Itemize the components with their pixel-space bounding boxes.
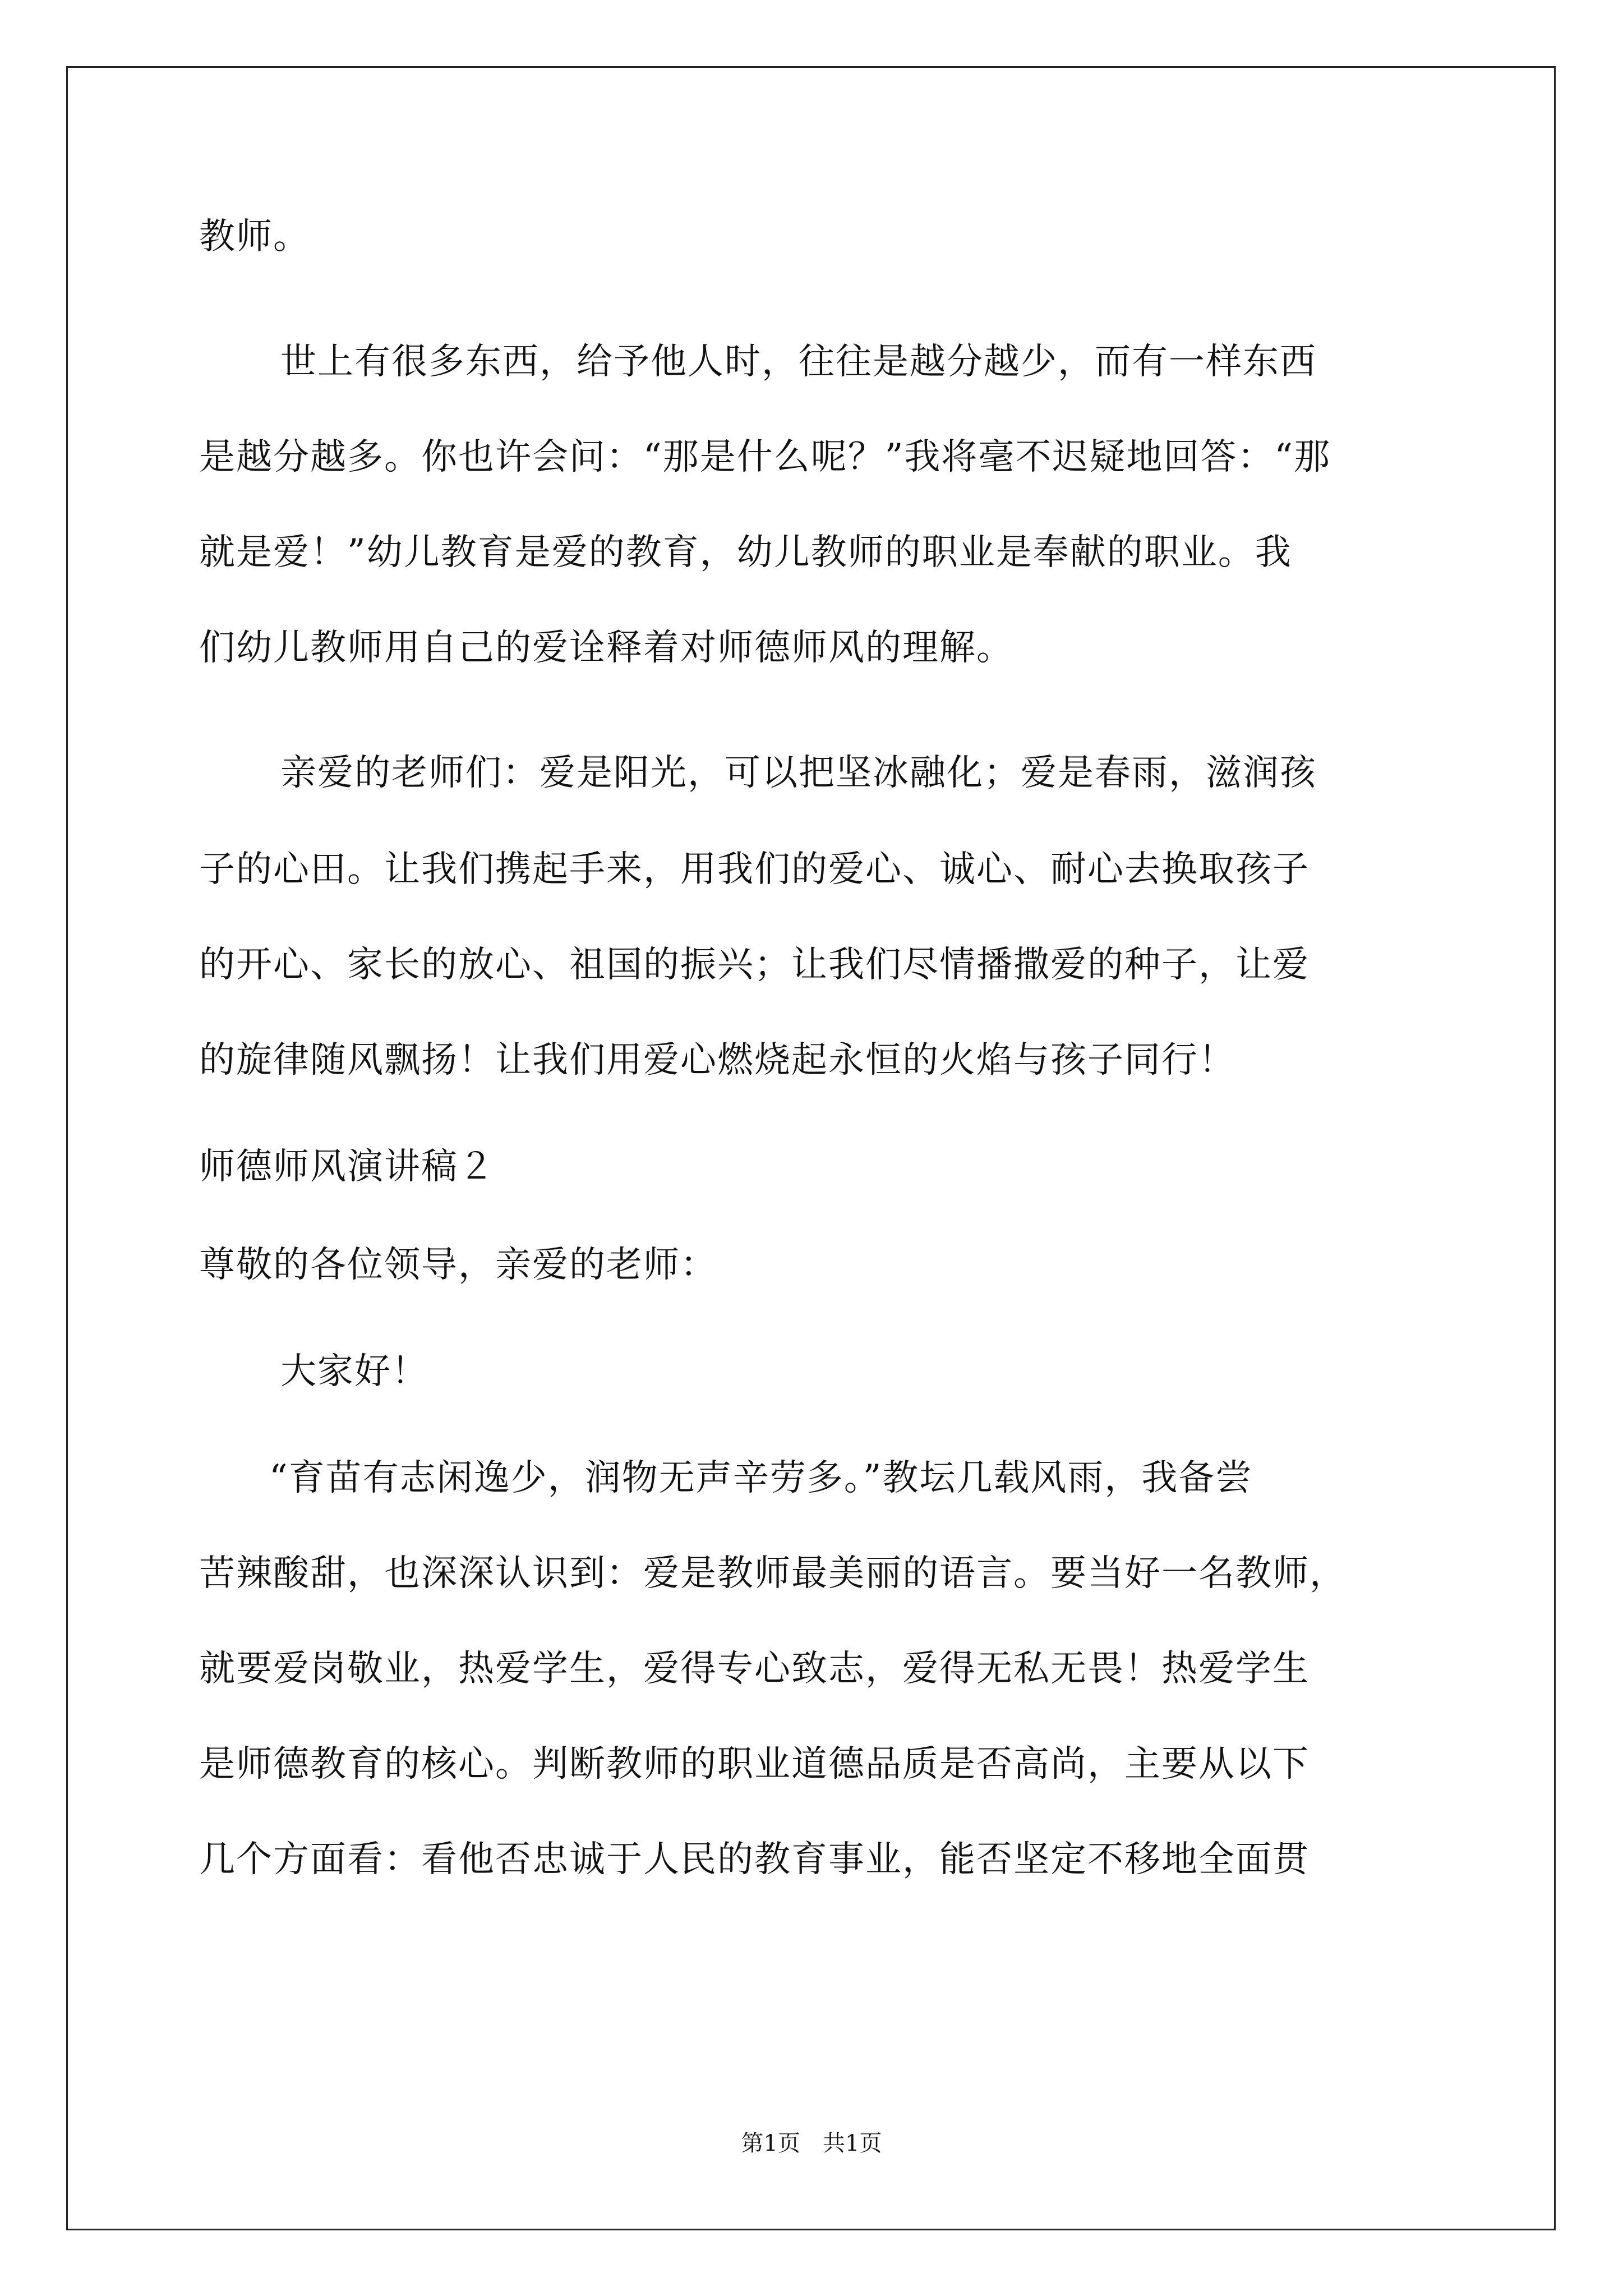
text-line-4: 就是爱！”幼儿教育是爱的教育，幼儿教师的职业是奉献的职业。我 — [199, 532, 1292, 573]
text-line-13: “育苗有志闲逸少，润物无声辛劳多。”教坛几载风雨，我备尝 — [269, 1457, 1253, 1499]
text-line-16: 是师德教育的核心。判断教师的职业道德品质是否高尚，主要从以下 — [199, 1743, 1310, 1785]
text-line-8: 的开心、家长的放心、祖国的振兴；让我们尽情播撒爱的种子，让爱 — [199, 944, 1310, 986]
text-line-15: 就要爱岗敬业，热爱学生，爱得专心致志，爱得无私无畏！热爱学生 — [199, 1648, 1310, 1690]
text-line-2: 世上有很多东西，给予他人时，往往是越分越少，而有一样东西 — [280, 341, 1317, 383]
text-line-6: 亲爱的老师们：爱是阳光，可以把坚冰融化；爱是春雨，滋润孩 — [280, 752, 1317, 794]
text-line-3: 是越分越多。你也许会问：“那是什么呢？”我将毫不迟疑地回答：“那 — [199, 436, 1331, 478]
text-line-1: 教师。 — [199, 216, 310, 257]
text-line-7: 子的心田。让我们携起手来，用我们的爱心、诚心、耐心去换取孩子 — [199, 849, 1310, 890]
salutation: 尊敬的各位领导，亲爱的老师： — [199, 1244, 717, 1286]
text-line-5: 们幼儿教师用自己的爱诠释着对师德师风的理解。 — [199, 627, 1013, 669]
text-line-9: 的旋律随风飘扬！让我们用爱心燃烧起永恒的火焰与孩子同行！ — [199, 1039, 1235, 1081]
text-line-17: 几个方面看：看他否忠诚于人民的教育事业，能否坚定不移地全面贯 — [199, 1839, 1310, 1880]
page-footer: 第1页 共1页 — [741, 2131, 882, 2156]
greeting: 大家好！ — [280, 1351, 428, 1392]
section-title: 师德师风演讲稿２ — [199, 1146, 495, 1188]
text-line-14: 苦辣酸甜，也深深认识到：爱是教师最美丽的语言。要当好一名教师， — [199, 1553, 1347, 1594]
